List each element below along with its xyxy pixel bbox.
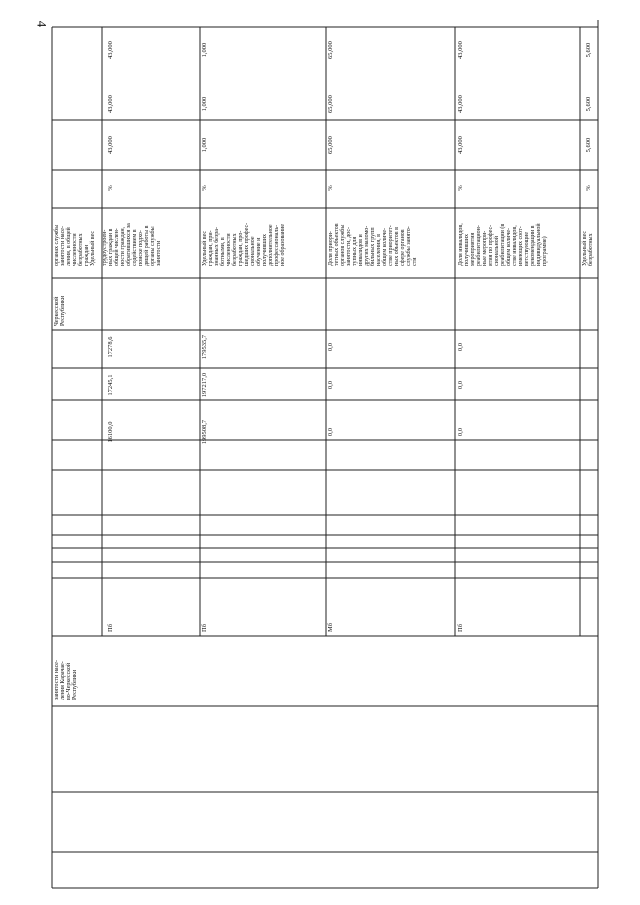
unit-cell: %: [457, 185, 464, 191]
svg-text:Черкесской: Черкесской: [54, 296, 60, 326]
svg-text:безработных: безработных: [232, 233, 238, 266]
svg-text:обучение и: обучение и: [256, 237, 262, 266]
svg-text:Мб: Мб: [327, 622, 334, 632]
svg-text:граждан, про-: граждан, про-: [238, 230, 244, 266]
svg-text:ления Карачае-: ления Карачае-: [60, 661, 66, 700]
svg-text:получивших: получивших: [464, 233, 470, 266]
page-number: 4: [34, 20, 50, 28]
svg-text:рекомендации в: рекомендации в: [530, 225, 536, 266]
svg-text:занятости: занятости: [156, 240, 162, 266]
finance-cell: 179535,7: [201, 334, 208, 360]
svg-text:общем количе-: общем количе-: [506, 227, 512, 266]
svg-text:дополнительное: дополнительное: [268, 224, 274, 266]
svg-text:реабилитацион-: реабилитацион-: [476, 225, 482, 266]
svg-text:сфере органов: сфере органов: [400, 229, 406, 266]
value-cell: 43,000: [457, 136, 464, 154]
svg-text:программе): программе): [542, 236, 548, 266]
finance-cell: 197217,0: [201, 372, 208, 398]
value-cell: 65,000: [327, 41, 334, 59]
svg-text:ности граждан,: ности граждан,: [120, 226, 126, 266]
svg-text:занятости, дос-: занятости, дос-: [346, 226, 352, 266]
value-cell: 65,000: [327, 95, 334, 113]
svg-text:Республики: Республики: [72, 669, 78, 700]
svg-text:Республики: Республики: [60, 295, 66, 326]
row-2: [53, 43, 286, 445]
svg-text:ветствующие: ветствующие: [524, 231, 530, 266]
finance-cell: 0,0: [457, 380, 464, 390]
indicator-text: [458, 223, 548, 266]
value-cell: 5,600: [585, 42, 592, 58]
svg-text:ные меропри-: ные меропри-: [482, 230, 488, 266]
svg-text:службы занято-: службы занято-: [406, 226, 412, 266]
svg-text:шедших профес-: шедших профес-: [244, 222, 250, 266]
svg-text:ботными, в: ботными, в: [220, 237, 226, 266]
value-cell: 43,000: [107, 95, 114, 113]
svg-text:профессиональ-: профессиональ-: [274, 224, 280, 266]
svg-text:получивших: получивших: [262, 233, 268, 266]
value-cell: 65,000: [327, 136, 334, 154]
svg-text:Пб: Пб: [107, 623, 114, 632]
svg-text:безработных: безработных: [78, 233, 84, 266]
svg-text:поиске подхо-: поиске подхо-: [138, 230, 144, 266]
unit-cell: %: [107, 185, 114, 191]
row-4: [457, 41, 548, 436]
svg-text:инвалидов и: инвалидов и: [358, 234, 364, 266]
svg-text:реабилитации (в: реабилитации (в: [500, 223, 506, 266]
svg-text:содействием в: содействием в: [132, 229, 138, 266]
indicator-text: [328, 223, 418, 266]
indicator-text: [581, 231, 594, 266]
svg-text:граждан: граждан: [84, 244, 90, 266]
unit-cell: %: [327, 185, 334, 191]
svg-text:Удельный вес: Удельный вес: [90, 230, 96, 266]
svg-text:стве инвалидов,: стве инвалидов,: [512, 225, 518, 266]
svg-text:Доля приори-: Доля приори-: [328, 231, 334, 266]
svg-text:бильных групп: бильных групп: [370, 227, 376, 266]
svg-text:населения, в: населения, в: [376, 234, 382, 266]
svg-text:органах службы: органах службы: [54, 224, 60, 266]
svg-text:ления, в общей: ления, в общей: [66, 227, 72, 266]
svg-text:индивидуальной: индивидуальной: [536, 223, 542, 266]
value-cell: 43,000: [457, 95, 464, 113]
svg-text:органов службы: органов службы: [340, 224, 346, 266]
svg-text:Доля инвалидов,: Доля инвалидов,: [458, 223, 464, 266]
svg-text:ных граждан в: ных граждан в: [108, 228, 114, 266]
svg-text:ятия по профес-: ятия по профес-: [488, 224, 494, 266]
section-codes: [107, 622, 464, 632]
unit-cell: %: [201, 185, 208, 191]
finance-cell: 17245,1: [107, 374, 114, 396]
svg-text:имеющих соот-: имеющих соот-: [518, 226, 524, 266]
value-cell: 1,000: [201, 42, 208, 58]
indicator-text: [201, 223, 286, 266]
value-cell: 1,000: [201, 137, 208, 153]
value-cell: 43,000: [457, 41, 464, 59]
row-1: [53, 41, 162, 443]
svg-text:граждан, при-: граждан, при-: [208, 230, 214, 266]
unit-cell: %: [585, 185, 592, 191]
svg-text:Пб: Пб: [201, 623, 208, 632]
svg-text:сиональное: сиональное: [250, 236, 256, 266]
finance-cell: 0,0: [327, 342, 334, 352]
svg-text:занятости насе-: занятости насе-: [54, 660, 60, 700]
svg-text:общей числен-: общей числен-: [114, 228, 120, 266]
svg-text:ных объектов в: ных объектов в: [394, 227, 400, 266]
executor-text: [53, 295, 66, 326]
finance-cell: 17278,6: [107, 336, 114, 358]
svg-text:ное образование: ное образование: [280, 224, 286, 266]
svg-text:трудоустроен-: трудоустроен-: [102, 229, 108, 266]
row-5: [581, 43, 594, 266]
value-cell: 5,600: [585, 137, 592, 153]
finance-cell: 0,0: [457, 342, 464, 352]
svg-text:тупных для: тупных для: [352, 236, 358, 266]
svg-text:сиональной: сиональной: [494, 236, 500, 266]
value-cell: 1,000: [201, 96, 208, 112]
value-cell: 5,600: [585, 96, 592, 112]
svg-text:Удельный вес: Удельный вес: [202, 230, 208, 266]
svg-text:стве приоритет-: стве приоритет-: [388, 225, 394, 266]
svg-text:дящей работы в: дящей работы в: [144, 225, 150, 266]
svg-text:занятости насе-: занятости насе-: [60, 226, 66, 266]
svg-text:тетных объектов: тетных объектов: [334, 223, 340, 266]
svg-text:знанных безра-: знанных безра-: [214, 227, 220, 266]
svg-text:во-Черкесской: во-Черкесской: [66, 662, 72, 700]
svg-text:численности: численности: [72, 233, 78, 266]
svg-text:мероприятия: мероприятия: [470, 232, 476, 266]
svg-text:численности: численности: [226, 233, 232, 266]
svg-text:других маломо-: других маломо-: [364, 225, 370, 266]
finance-cell: 199508,7: [201, 419, 208, 445]
table-grid: [52, 20, 598, 888]
svg-text:сти: сти: [412, 257, 418, 266]
value-cell: 43,000: [107, 136, 114, 154]
value-cell: 43,000: [107, 41, 114, 59]
svg-text:общем количе-: общем количе-: [382, 227, 388, 266]
svg-text:обратившихся за: обратившихся за: [126, 223, 132, 266]
svg-text:Удельный вес: Удельный вес: [582, 230, 588, 266]
svg-text:Пб: Пб: [457, 623, 464, 632]
svg-text:органы службы: органы службы: [150, 226, 156, 266]
finance-cell: 0,0: [457, 427, 464, 437]
svg-text:безработных: безработных: [588, 233, 594, 266]
finance-cell: 0,0: [327, 380, 334, 390]
finance-cell: 0,0: [327, 427, 334, 437]
indicator-text: [53, 223, 162, 266]
finance-cell: 16100,0: [107, 421, 114, 443]
row-3: [327, 41, 418, 436]
program-title: [54, 660, 78, 700]
